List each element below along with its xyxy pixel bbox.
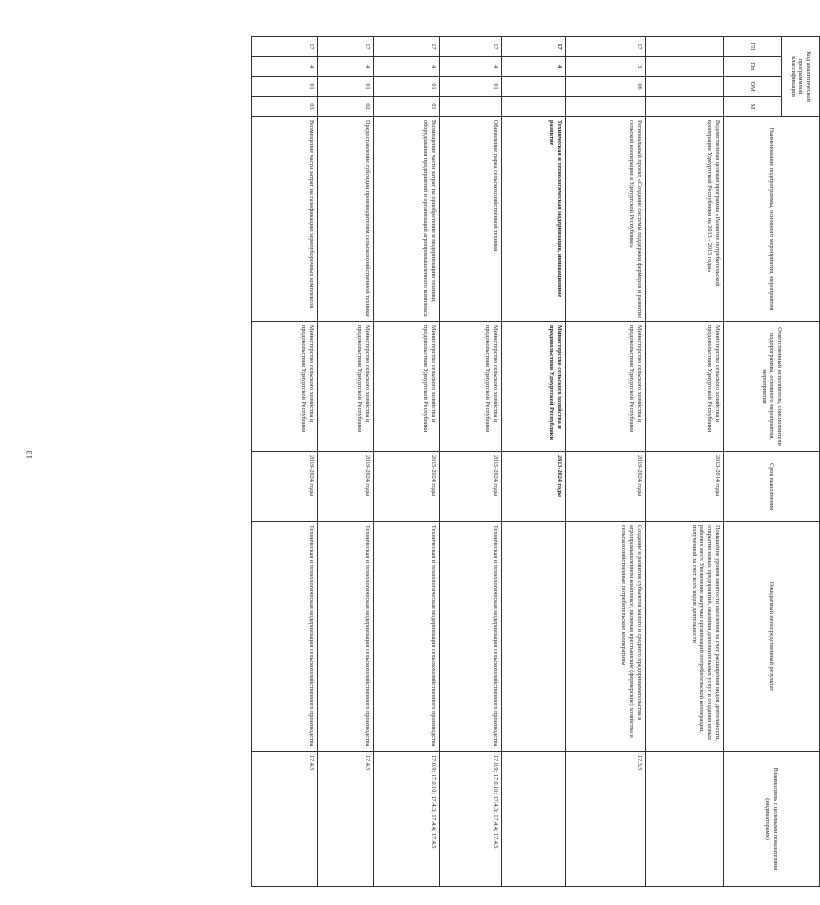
- gp-cell: [646, 37, 724, 57]
- period-cell: 2013-2014 годы: [646, 452, 724, 522]
- gp-header: ГП: [724, 37, 782, 57]
- link-cell: 17.4.5: [318, 752, 374, 887]
- pp-cell: 4: [440, 57, 502, 77]
- period-cell: 2015-2024 годы: [440, 452, 502, 522]
- link-header: Взаимосвязь с целевыми показателями (индикаторами): [724, 752, 820, 887]
- pp-cell: 3: [566, 57, 646, 77]
- period-cell: 2019-2024 годы: [566, 452, 646, 522]
- executor-cell: Министерство сельского хозяйства и продовольствия Удмуртской Республики: [440, 322, 502, 452]
- pp-cell: [646, 57, 724, 77]
- link-cell: 17.0.9; 17.0.10; 17.4.3; 17.4.4; 17.4.5: [374, 752, 440, 887]
- om-header: ОМ: [724, 77, 782, 97]
- gp-cell: 17: [566, 37, 646, 57]
- period-cell: 2015-2024 годы: [374, 452, 440, 522]
- table-row: [440, 37, 502, 887]
- executor-cell: Министерство сельского хозяйства и продовольствия Удмуртской Республики: [252, 322, 318, 452]
- period-cell: 2019-2024 годы: [318, 452, 374, 522]
- executor-cell: Министерство сельского хозяйства и продовольствия Удмуртской Республики: [502, 322, 566, 452]
- pp-cell: 4: [252, 57, 318, 77]
- result-cell: Техническая и технологическая модернизация сельскохозяйственного производства: [318, 522, 374, 752]
- name-cell: Техническая и технологическая модернизация, инновационное развитие: [502, 117, 566, 322]
- executor-cell: Министерство сельского хозяйства и продовольствия Удмуртской Республики: [374, 322, 440, 452]
- gp-cell: 17: [502, 37, 566, 57]
- page-number: 13: [25, 450, 34, 459]
- executor-header: Ответственный исполнитель, соисполнители подпрограммы, основного мероприятия, мероприятия: [724, 322, 820, 452]
- result-cell: Техническая и технологическая модернизация сельскохозяйственного производства: [440, 522, 502, 752]
- name-cell: Предоставление субсидии производителям сельскохозяйственной техники: [318, 117, 374, 322]
- executor-cell: Министерство сельского хозяйства и продовольствия Удмуртской Республики: [646, 322, 724, 452]
- pp-cell: 4: [502, 57, 566, 77]
- gp-cell: 17: [440, 37, 502, 57]
- m-cell: [566, 97, 646, 117]
- period-cell: 2013-2024 годы: [502, 452, 566, 522]
- om-cell: 01: [252, 77, 318, 97]
- period-header: Срок выполнения: [724, 452, 820, 522]
- gp-cell: 17: [374, 37, 440, 57]
- period-cell: 2019-2024 годы: [252, 452, 318, 522]
- pp-cell: 4: [318, 57, 374, 77]
- om-cell: 01: [374, 77, 440, 97]
- result-cell: [502, 522, 566, 752]
- link-cell: [502, 752, 566, 887]
- link-cell: 17.3.5: [566, 752, 646, 887]
- om-cell: 01: [440, 77, 502, 97]
- table-row: [502, 37, 566, 887]
- om-cell: [502, 77, 566, 97]
- m-cell: [646, 97, 724, 117]
- name-cell: Ведомственная целевая программа «Развитие потребительской кооперации Удмуртской Республики на 2013 - 2015 годы»: [646, 117, 724, 322]
- name-cell: Региональный проект «Создание системы поддержки фермеров и развитие сельской кооперации в Удмуртской Республике»: [566, 117, 646, 322]
- link-cell: 17.0.9; 17.0.10; 17.4.3; 17.4.4; 17.4.5: [440, 752, 502, 887]
- table-row: [566, 37, 646, 887]
- om-cell: [646, 77, 724, 97]
- gp-cell: 17: [318, 37, 374, 57]
- table-row: [646, 37, 724, 887]
- m-cell: 03: [252, 97, 318, 117]
- table-row: [318, 37, 374, 887]
- om-cell: 01: [318, 77, 374, 97]
- m-header: М: [724, 97, 782, 117]
- program-table: [251, 36, 820, 887]
- result-header: Ожидаемый непосредственный результат: [724, 522, 820, 752]
- code-group-header: Код аналитической программной классификации: [782, 37, 820, 117]
- name-header: Наименование подпрограммы, основного мероприятия, мероприятия: [724, 117, 820, 322]
- rotated-table-container: [252, 36, 820, 886]
- pp-header: Пп: [724, 57, 782, 77]
- result-cell: Создание и развитие субъектов малого и среднего предпринимательства в агропромышленном комплексе, включая крестьянские (фермерские) хозяйства и сельскохозяйственные потребительские кооперативы: [566, 522, 646, 752]
- result-cell: Техническая и технологическая модернизация сельскохозяйственного производства: [252, 522, 318, 752]
- pp-cell: 4: [374, 57, 440, 77]
- name-cell: Обновление парка сельскохозяйственной техники: [440, 117, 502, 322]
- link-cell: 17.4.5: [252, 752, 318, 887]
- om-cell: 06: [566, 77, 646, 97]
- table-row: [252, 37, 318, 887]
- executor-cell: Министерство сельского хозяйства и продовольствия Удмуртской Республики: [566, 322, 646, 452]
- name-cell: Возмещение части затрат на приобретение и модернизацию техники, оборудования предприятий и организаций агропромышленного комплекса: [374, 117, 440, 322]
- m-cell: 02: [318, 97, 374, 117]
- gp-cell: 17: [252, 37, 318, 57]
- table-row: [374, 37, 440, 887]
- m-cell: [440, 97, 502, 117]
- result-cell: Техническая и технологическая модернизация сельскохозяйственного производства: [374, 522, 440, 752]
- result-cell: Повышение уровня занятости населения за счет расширения видов деятельности, открытия новых предприятий, оказания дополнительных услуг и создания новых рабочих мест. Увеличение выручки организаций потребительской кооперации, полученной за счет всех видов деятельности: [646, 522, 724, 752]
- name-cell: Возмещение части затрат на газификацию зерноуборочных комплексов: [252, 117, 318, 322]
- m-cell: 01: [374, 97, 440, 117]
- m-cell: [502, 97, 566, 117]
- link-cell: [646, 752, 724, 887]
- executor-cell: Министерство сельского хозяйства и продовольствия Удмуртской Республики: [318, 322, 374, 452]
